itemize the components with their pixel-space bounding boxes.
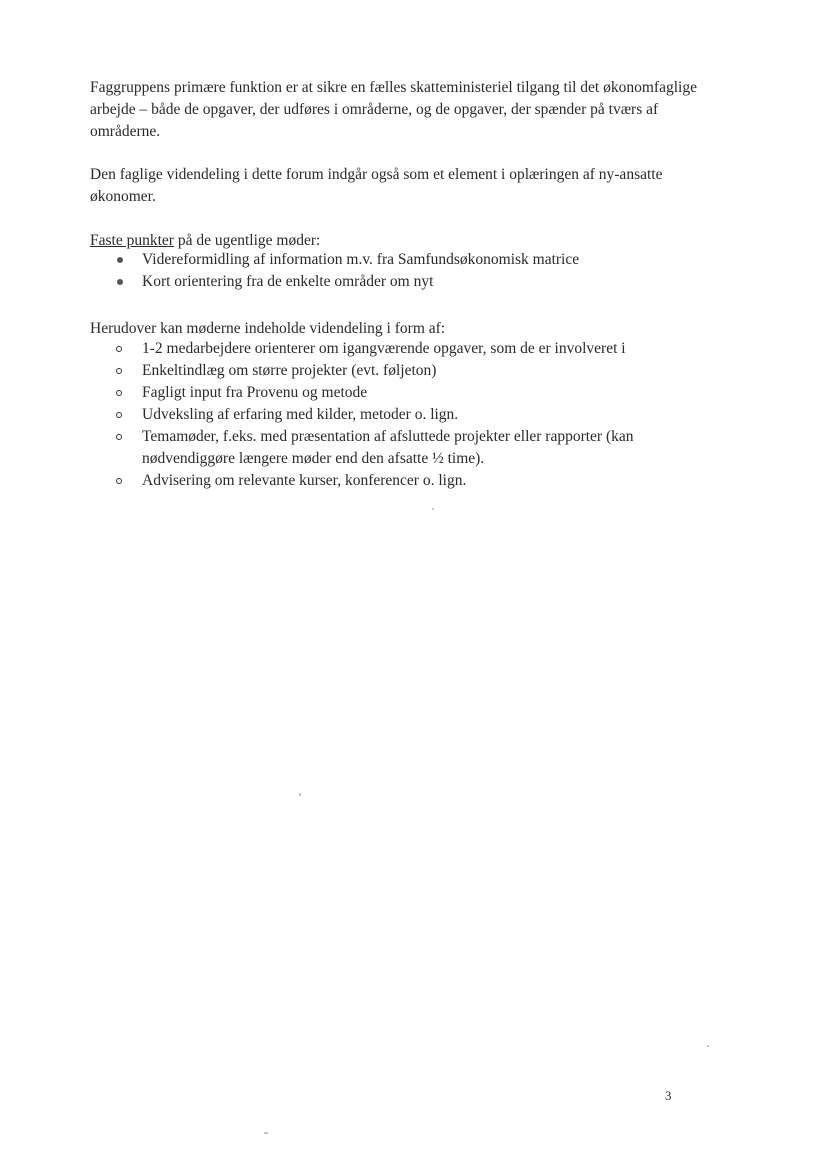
list-item: Enkeltindlæg om større projekter (evt. føljeton) — [113, 360, 693, 382]
list-item: Kort orientering fra de enkelte områder om nyt — [113, 271, 693, 293]
page-number: 3 — [665, 1088, 672, 1103]
scan-speck — [264, 1132, 268, 1134]
additional-content-list — [113, 338, 693, 492]
list-item: Temamøder, f.eks. med præsentation af afsluttede projekter eller rapporter (kan nødvendiggøre længere møder end den afsatte ½ time). — [113, 426, 693, 470]
scan-speck — [299, 793, 301, 796]
paragraph-primary-function: Faggruppens primære funktion er at sikre en fælles skatteministeriel tilgang til det økonomfaglige arbejde – både de opgaver, der udføres i områderne, og de opgaver, der spænder på tværs af områderne. — [90, 79, 697, 140]
fixed-points-rest: på de ugentlige møder: — [173, 232, 321, 249]
additional-content-intro: Herudover kan møderne indeholde videndeling i form af: — [90, 320, 446, 337]
list-item: Videreformidling af information m.v. fra Samfundsøkonomisk matrice — [113, 249, 693, 271]
scan-speck — [707, 1045, 709, 1047]
scan-speck — [432, 508, 434, 510]
fixed-points-list — [113, 249, 693, 293]
list-item: 1-2 medarbejdere orienterer om igangværende opgaver, som de er involveret i — [113, 338, 693, 360]
list-item: Fagligt input fra Provenu og metode — [113, 382, 693, 404]
list-item: Udveksling af erfaring med kilder, metoder o. lign. — [113, 404, 693, 426]
list-item: Advisering om relevante kurser, konferencer o. lign. — [113, 470, 693, 492]
paragraph-knowledge-sharing: Den faglige videndeling i dette forum indgår også som et element i oplæringen af ny-ansatte økonomer. — [90, 166, 663, 205]
fixed-points-underlined: Faste punkter — [90, 232, 174, 249]
